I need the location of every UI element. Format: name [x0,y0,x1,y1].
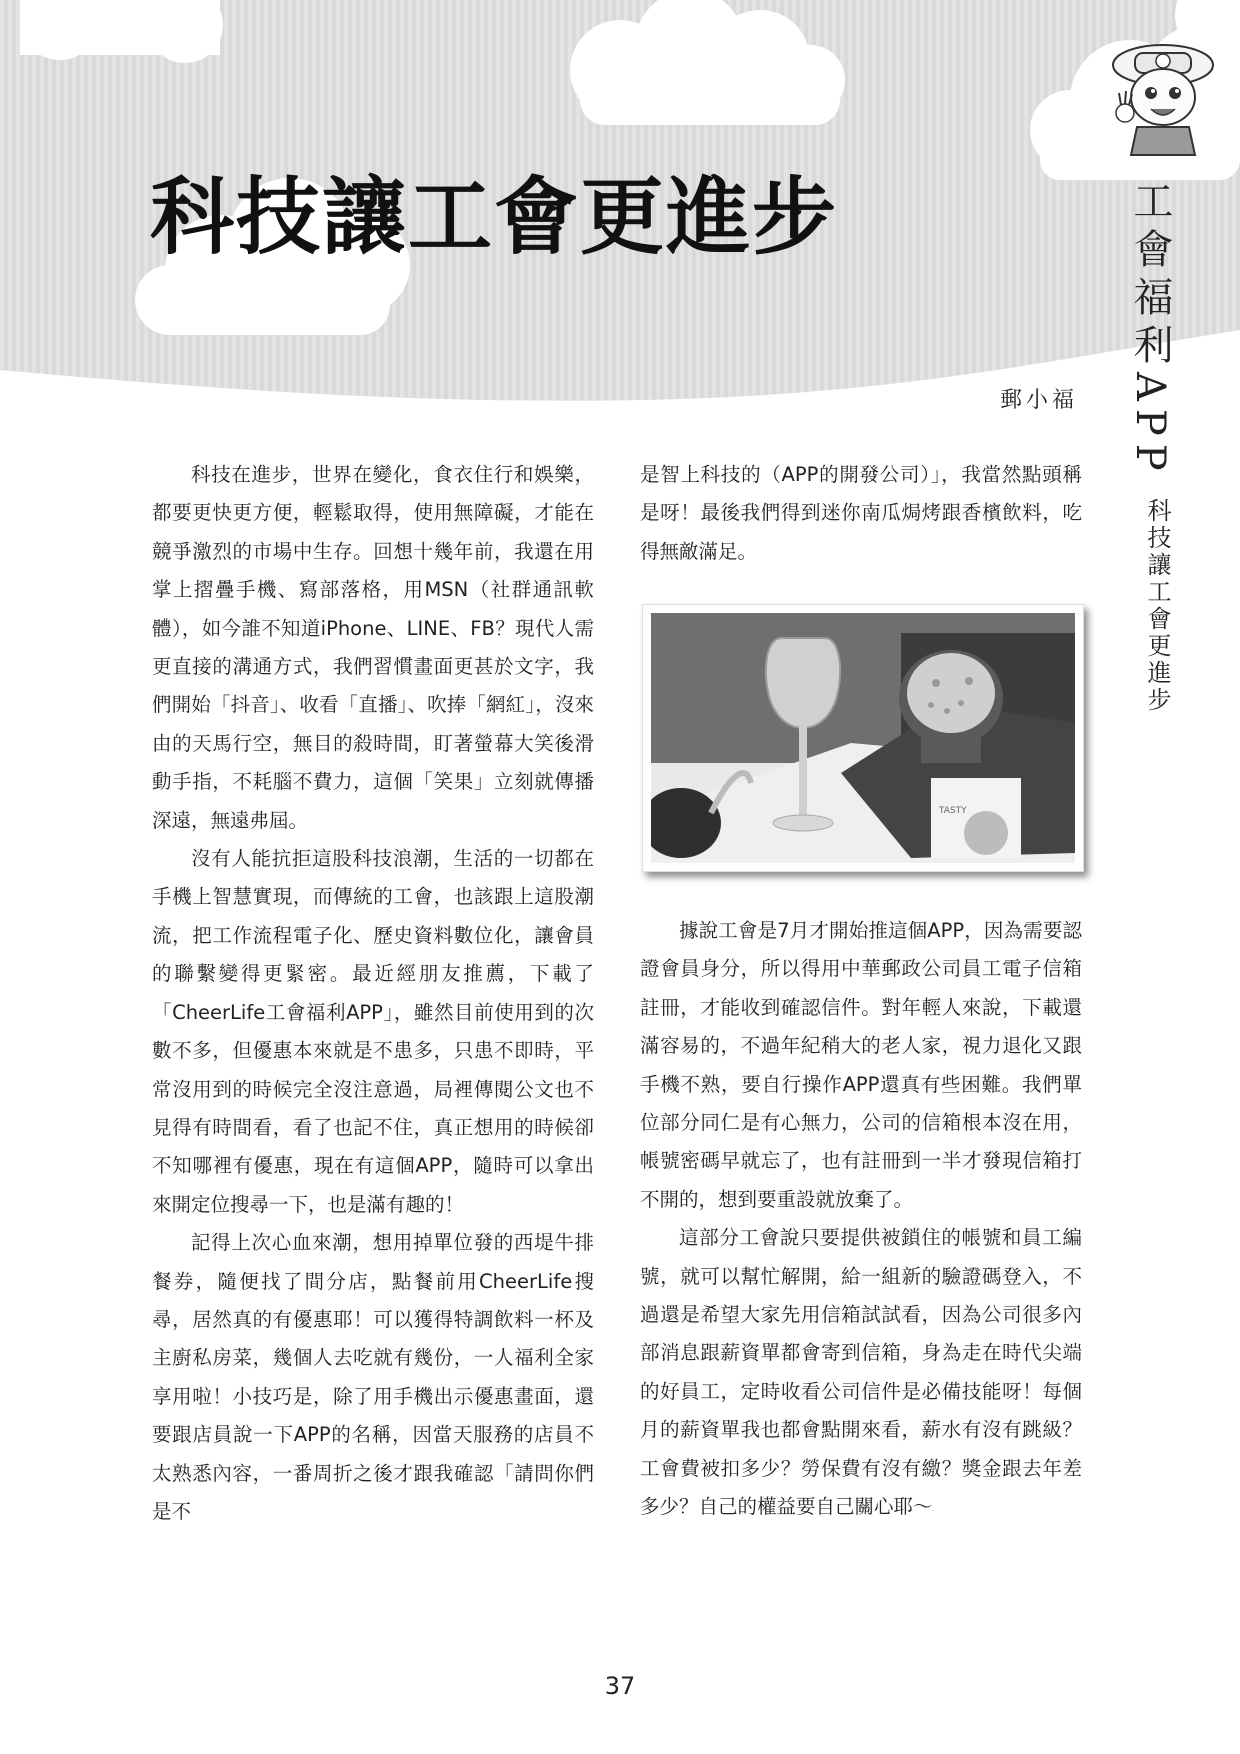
right-column-bottom [640,912,1082,1527]
paragraph: 據說工會是7月才開始推這個APP，因為需要認證會員身分，所以得用中華郵政公司員工電子信箱註冊，才能收到確認信件。對年輕人來說，下載還滿容易的，不過年紀稍大的老人家，視力退化又跟手機不熟，要自行操作APP還真有些困難。我們單位部分同仁是有心無力，公司的信箱根本沒在用，帳號密碼早就忘了，也有註冊到一半才發現信箱打不開的，想到要重設就放棄了。 [640,919,1082,1211]
paragraph: 沒有人能抗拒這股科技浪潮，生活的一切都在手機上智慧實現，而傳統的工會，也該跟上這股潮流，把工作流程電子化、歷史資料數位化，讓會員的聯繫變得更緊密。最近經朋友推薦，下載了「CheerLife工會福利APP」，雖然目前使用到的次數不多，但優惠本來就是不患多，只患不即時，平常沒用到的時候完全沒注意過，局裡傳閱公文也不見得有時間看，看了也記不住，真正想用的時候卻不知哪裡有優惠，現在有這個APP，隨時可以拿出來開定位搜尋一下，也是滿有趣的！ [152,847,594,1216]
page-number: 37 [604,1672,636,1700]
article-title: 科技讓工會更進步 [150,167,839,266]
section-title: 工會福利APP [1127,180,1173,479]
food-photo-image [651,613,1075,863]
paragraph: 科技在進步，世界在變化，食衣住行和娛樂，都要更快更方便，輕鬆取得，使用無障礙，才能在競爭激烈的市場中生存。回想十幾年前，我還在用掌上摺疊手機、寫部落格，用MSN（社群通訊軟體），如今誰不知道iPhone、LINE、FB？現代人需更直接的溝通方式，我們習慣畫面更甚於文字，我們開始「抖音」、收看「直播」、吹捧「網紅」，沒來由的天馬行空，無目的殺時間，盯著螢幕大笑後滑動手指，不耗腦不費力，這個「笑果」立刻就傳播深遠，無遠弗屆。 [152,463,594,832]
food-photo [642,604,1084,872]
paragraph: 是智上科技的（APP的開發公司）」，我當然點頭稱是呀！最後我們得到迷你南瓜焗烤跟香檳飲料，吃得無敵滿足。 [640,463,1082,563]
section-subtitle: 科技讓工會更進步 [1143,498,1171,714]
right-column-top [640,456,1082,571]
menu-card-text: TASTY [939,806,967,816]
left-column [152,456,594,1531]
article-author: 郵小福 [1000,388,1079,413]
paragraph: 這部分工會說只要提供被鎖住的帳號和員工編號，就可以幫忙解開，給一組新的驗證碼登入，不過還是希望大家先用信箱試試看，因為公司很多內部消息跟薪資單都會寄到信箱，身為走在時代尖端的好員工，定時收看公司信件是必備技能呀！每個月的薪資單我也都會點開來看，薪水有沒有跳級？工會費被扣多少？勞保費有沒有繳？獎金跟去年差多少？自己的權益要自己關心耶～ [640,1226,1082,1519]
postman-mascot-icon [1105,35,1220,160]
paragraph: 記得上次心血來潮，想用掉單位發的西堤牛排餐券，隨便找了間分店，點餐前用CheerLife搜尋，居然真的有優惠耶！可以獲得特調飲料一杯及主廚私房菜，幾個人去吃就有幾份，一人福利全家享用啦！小技巧是，除了用手機出示優惠畫面，還要跟店員說一下APP的名稱，因當天服務的店員不太熟悉內容，一番周折之後才跟我確認「請問你們是不 [152,1231,594,1523]
